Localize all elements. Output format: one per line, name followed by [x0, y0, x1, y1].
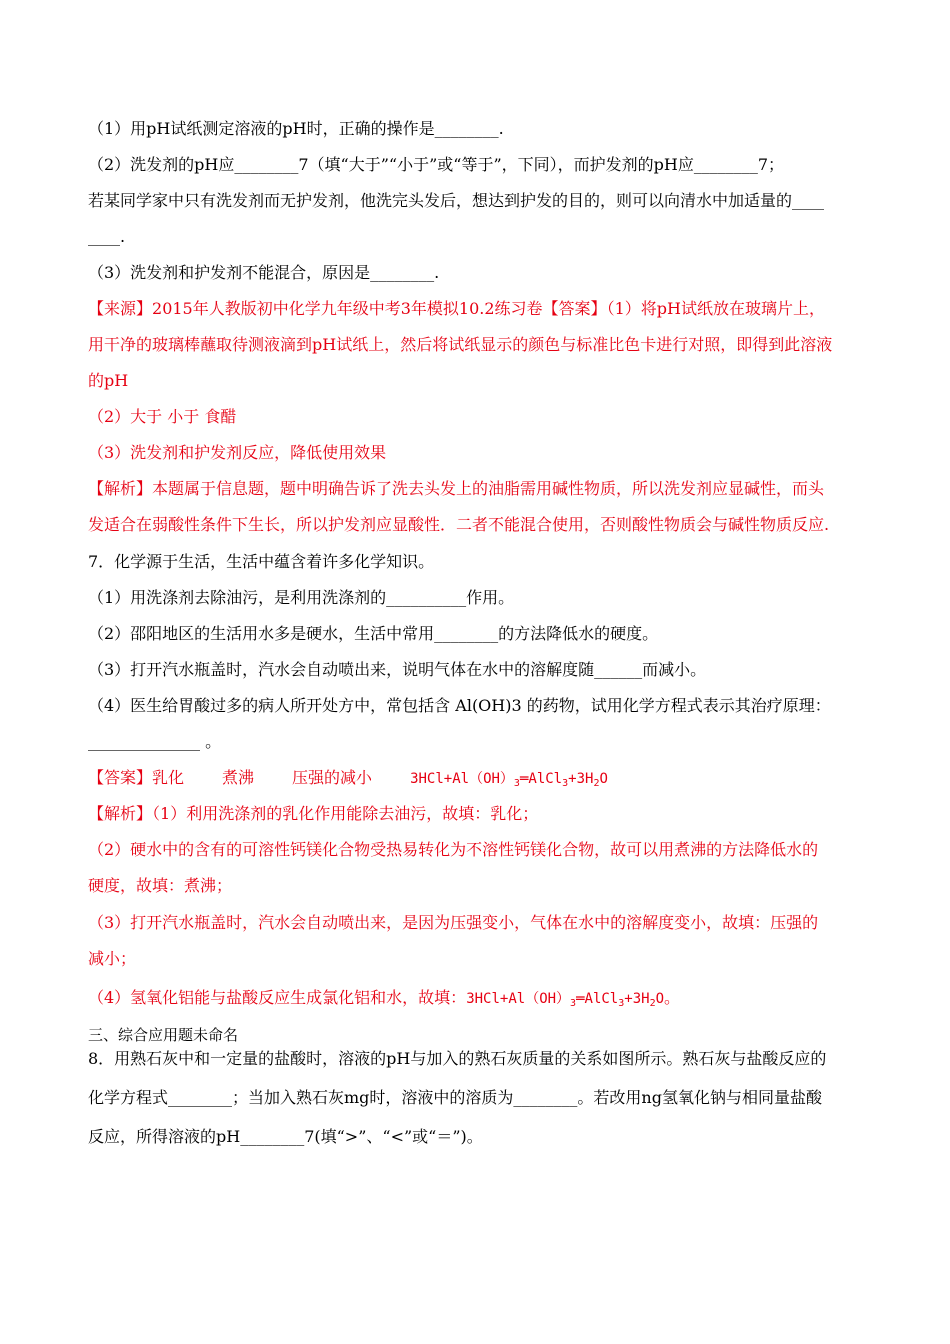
q6-part3: （3）洗发剂和护发剂不能混合，原因是________. [88, 263, 440, 282]
q7-analysis-3-line2: 减小； [88, 949, 137, 968]
q7-stem: 7．化学源于生活，生活中蕴含着许多化学知识。 [88, 552, 435, 571]
equation: $3HCl+Al(OH)_3═AlCl_3+3H_2O$ [410, 771, 608, 789]
q7-analysis-4: （4）氢氧化铝能与盐酸反应生成氯化铝和水，故填：$3HCl+Al(OH)_3═AlCl_3+3H_2O$。 [88, 988, 681, 1009]
q8-line2: 化学方程式________；当加入熟石灰mg时，溶液中的溶质为________。若改用ng氢氧化钠与相同量盐酸 [88, 1088, 822, 1107]
q6-answer-2: （2）大于 小于 食醋 [88, 407, 237, 426]
q6-analysis-line2: 发适合在弱酸性条件下生长，所以护发剂应显酸性．二者不能混合使用，否则酸性物质会与碱性物质反应. [88, 515, 830, 534]
q7-analysis-2-line2: 硬度，故填：煮沸； [88, 876, 233, 895]
q7-answer [88, 767, 608, 795]
q6-answer-3: （3）洗发剂和护发剂反应，降低使用效果 [88, 443, 387, 462]
q8-line3: 反应，所得溶液的pH________7(填“>”、“<”或“＝”)。 [88, 1127, 483, 1146]
answer-item: 压强的减小 [292, 768, 373, 787]
answer-tag: 【答案】 [88, 768, 153, 787]
q7-part3: （3）打开汽水瓶盖时，汽水会自动喷出来，说明气体在水中的溶解度随______而减小。 [88, 660, 707, 679]
answer-tag: 【答案】 [542, 299, 607, 318]
analysis-text: 本题属于信息题，题中明确告诉了洗去头发上的油脂需用碱性物质，所以洗发剂应显碱性，而头 [152, 479, 825, 498]
source-text: 2015年人教版初中化学九年级中考3年模拟10.2练习卷 [152, 299, 543, 318]
q7-analysis-3-line1: （3）打开汽水瓶盖时，汽水会自动喷出来，是因为压强变小，气体在水中的溶解度变小，故填：压强的 [88, 913, 819, 932]
q8-line1: 8．用熟石灰中和一定量的盐酸时，溶液的pH与加入的熟石灰质量的关系如图所示。熟石灰与盐酸反应的 [88, 1049, 827, 1068]
q7-part4-line1: （4）医生给胃酸过多的病人所开处方中，常包括含 Al(OH)3 的药物，试用化学方程式表示其治疗原理： [88, 696, 831, 715]
q6-analysis-line1 [88, 478, 824, 500]
section-heading: 三、综合应用题未命名 [88, 1026, 239, 1044]
source-tag: 【来源】 [88, 299, 153, 318]
q6-part2-line1: （2）洗发剂的pH应________7（填“大于”“小于”或“等于”，下同），而护发剂的pH应________7； [88, 155, 785, 174]
q6-source-answer [88, 298, 825, 320]
q7-part4-line2: ______________ 。 [88, 732, 222, 751]
q6-answer-1-line3: 的pH [88, 371, 129, 390]
q6-part2-line3: ____. [88, 227, 126, 246]
q6-part1: （1）用pH试纸测定溶液的pH时，正确的操作是________. [88, 119, 504, 138]
q6-answer-1-line2: 用干净的玻璃棒蘸取待测液滴到pH试纸上，然后将试纸显示的颜色与标准比色卡进行对照，即得到此溶液 [88, 335, 833, 354]
q7-analysis-2-line1: （2）硬水中的含有的可溶性钙镁化合物受热易转化为不溶性钙镁化合物，故可以用煮沸的方法降低水的 [88, 840, 819, 859]
analysis-tag: 【解析】 [88, 804, 153, 823]
analysis-text: （1）利用洗涤剂的乳化作用能除去油污，故填：乳化； [152, 804, 539, 823]
q7-part1: （1）用洗涤剂去除油污，是利用洗涤剂的__________作用。 [88, 588, 515, 607]
answer-item: 乳化 [152, 768, 185, 787]
analysis-tag: 【解析】 [88, 479, 153, 498]
answer-item: 煮沸 [222, 768, 255, 787]
q6-part2-line2: 若某同学家中只有洗发剂而无护发剂，他洗完头发后，想达到护发的目的，则可以向清水中加适量的____ [88, 191, 825, 210]
q7-part2: （2）邵阳地区的生活用水多是硬水，生活中常用________的方法降低水的硬度。 [88, 624, 659, 643]
answer-1-line1: （1）将pH试纸放在玻璃片上， [606, 299, 825, 318]
q7-analysis-1 [88, 803, 538, 825]
